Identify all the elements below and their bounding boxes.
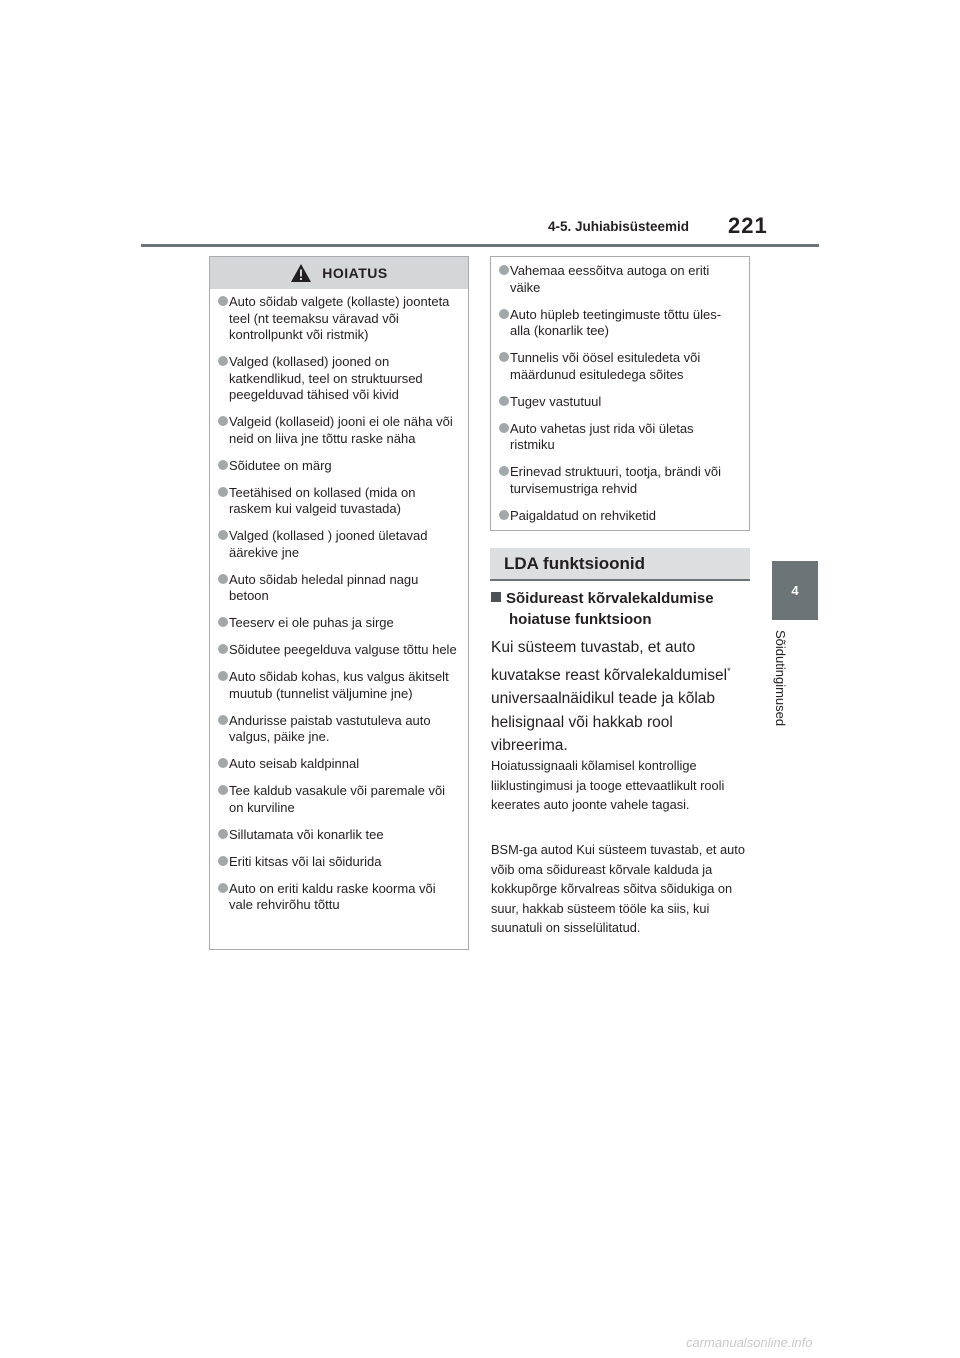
list-item <box>220 827 460 844</box>
bullet-icon <box>218 460 228 470</box>
list-item <box>501 350 741 383</box>
bullet-icon <box>218 856 228 866</box>
warning-header <box>210 257 468 289</box>
list-item-text: Auto seisab kaldpinnal <box>229 756 360 771</box>
list-item <box>501 421 741 454</box>
list-item-text: Auto on eriti kaldu raske koorma või vale rehvirõhu tõttu <box>229 880 436 912</box>
list-item-text: Auto sõidab heledal pinnad nagu betoon <box>229 571 419 603</box>
list-item-text: Vahemaa eessõitva autoga on eriti väike <box>510 263 710 295</box>
warning-list <box>210 289 468 914</box>
bullet-icon <box>499 309 509 319</box>
footnote-marker: * <box>727 665 731 676</box>
bullet-icon <box>218 617 228 627</box>
list-item-text: Tunnelis või öösel esituledeta või määrdunud esituledega sõites <box>510 350 701 382</box>
warning-title: HOIATUS <box>322 265 388 281</box>
list-item <box>501 464 741 497</box>
bullet-icon <box>218 715 228 725</box>
list-item-text: Valgeid (kollaseid) jooni ei ole näha või neid on liiva jne tõttu raske näha <box>229 414 453 446</box>
list-item <box>501 263 741 296</box>
list-item <box>220 458 460 475</box>
list-item-text: Auto hüpleb teetingimuste tõttu üles-alla (konarlik tee) <box>510 306 722 338</box>
list-item <box>220 294 460 344</box>
section-title: LDA funktsioonid <box>490 548 750 581</box>
list-item <box>501 508 741 525</box>
header-divider <box>141 244 819 247</box>
list-item <box>220 783 460 816</box>
list-item-text: Sõidutee on märg <box>229 457 332 473</box>
list-item <box>220 414 460 447</box>
page-number: 221 <box>728 213 768 238</box>
list-item-text: Tugev vastutuul <box>510 393 602 409</box>
list-item-text: Andurisse paistab vastutuleva auto valgus, päike jne. <box>229 712 431 744</box>
list-item-text: Sõidutee peegelduva valguse tõttu hele <box>229 642 457 657</box>
body-paragraph: BSM-ga autod Kui süsteem tuvastab, et auto võib oma sõidureast kõrvale kalduda ja kokkupõrge kõrvalreas sõitva sõidukiga on suur, hakkab süsteem tööle ka siis, kui suunatuli on sisselülitatud. <box>491 842 745 935</box>
list-item <box>220 713 460 746</box>
list-item-text: Teeserv ei ole puhas ja sirge <box>229 615 394 630</box>
list-item-text: Eriti kitsas või lai sõidurida <box>229 853 382 869</box>
bullet-icon <box>218 574 228 584</box>
list-item <box>220 642 460 659</box>
bullet-icon <box>218 829 228 839</box>
list-item-text: Paigaldatud on rehviketid <box>510 507 656 523</box>
square-bullet-icon <box>491 592 501 602</box>
bullet-icon <box>218 530 228 540</box>
bullet-icon <box>218 758 228 768</box>
subsection-heading-line1: Sõidureast kõrvalekaldumise <box>506 590 714 607</box>
list-item-text: Auto vahetas just rida või ületas ristmiku <box>510 420 694 452</box>
bullet-icon <box>218 416 228 426</box>
bullet-icon <box>218 644 228 654</box>
bullet-icon <box>218 487 228 497</box>
section-header-title: 4-5. Juhiabisüsteemid <box>548 219 690 234</box>
list-item <box>220 756 460 773</box>
list-item-text: Auto sõidab valgete (kollaste) joonteta teel (nt teemaksu väravad või kontrollpunkt või ristmik) <box>229 294 450 342</box>
bullet-icon <box>218 296 228 306</box>
list-item <box>220 881 460 914</box>
chapter-label-text: Sõidutingimused <box>773 630 788 727</box>
list-item <box>501 307 741 340</box>
lead-text-start: Kui süsteem tuvastab, et auto kuvatakse reast kõrvalekaldumisel <box>491 639 728 684</box>
list-item-text: Teetähised on kollased (mida on raskem kui valgeid tuvastada) <box>229 484 416 516</box>
warning-box <box>209 256 469 950</box>
list-item-text: Valged (kollased ) jooned ületavad äärekive jne <box>229 528 428 560</box>
bullet-icon <box>218 356 228 366</box>
list-item-text: Auto sõidab kohas, kus valgus äkitselt muutub (tunnelist väljumine jne) <box>229 669 449 701</box>
body-paragraph: Hoiatussignaali kõlamisel kontrollige liiklustingimusi ja tooge ettevaatlikult rooli keerates auto joonte vahele tagasi. <box>491 758 725 812</box>
lead-paragraph <box>491 636 753 758</box>
list-item <box>220 572 460 605</box>
bullet-icon <box>218 671 228 681</box>
list-item <box>220 615 460 632</box>
lead-text-end: universaalnäidikul teade ja kõlab helisignaal või hakkab rool vibreerima. <box>491 690 716 755</box>
list-item <box>220 485 460 518</box>
bullet-icon <box>499 352 509 362</box>
chapter-label <box>773 630 804 760</box>
list-item-text: Sillutamata või konarlik tee <box>229 826 384 842</box>
list-item-text: Valged (kollased) jooned on katkendlikud, teel on struktuursed peegelduvad tähised või kivid <box>229 354 423 402</box>
bullet-icon <box>499 396 509 406</box>
bullet-icon <box>499 466 509 476</box>
list-item <box>220 354 460 404</box>
warning-continued-list <box>491 257 749 524</box>
warning-continued-box <box>490 256 750 531</box>
bullet-icon <box>218 883 228 893</box>
warning-triangle-icon <box>290 263 312 283</box>
list-item-text: Tee kaldub vasakule või paremale või on kurviline <box>229 783 446 815</box>
list-item <box>220 528 460 561</box>
subsection-heading-line2: hoiatuse funktsioon <box>509 611 652 628</box>
bullet-icon <box>499 265 509 275</box>
bullet-icon <box>499 423 509 433</box>
list-item <box>220 854 460 871</box>
list-item <box>501 394 741 411</box>
bullet-icon <box>218 785 228 795</box>
list-item-text: Erinevad struktuuri, tootja, brändi või turvisemustriga rehvid <box>510 464 721 496</box>
bullet-icon <box>499 510 509 520</box>
list-item <box>220 669 460 702</box>
chapter-tab: 4 <box>772 561 818 620</box>
watermark: carmanualsonline.info <box>686 1335 813 1350</box>
subsection-heading <box>491 588 753 630</box>
